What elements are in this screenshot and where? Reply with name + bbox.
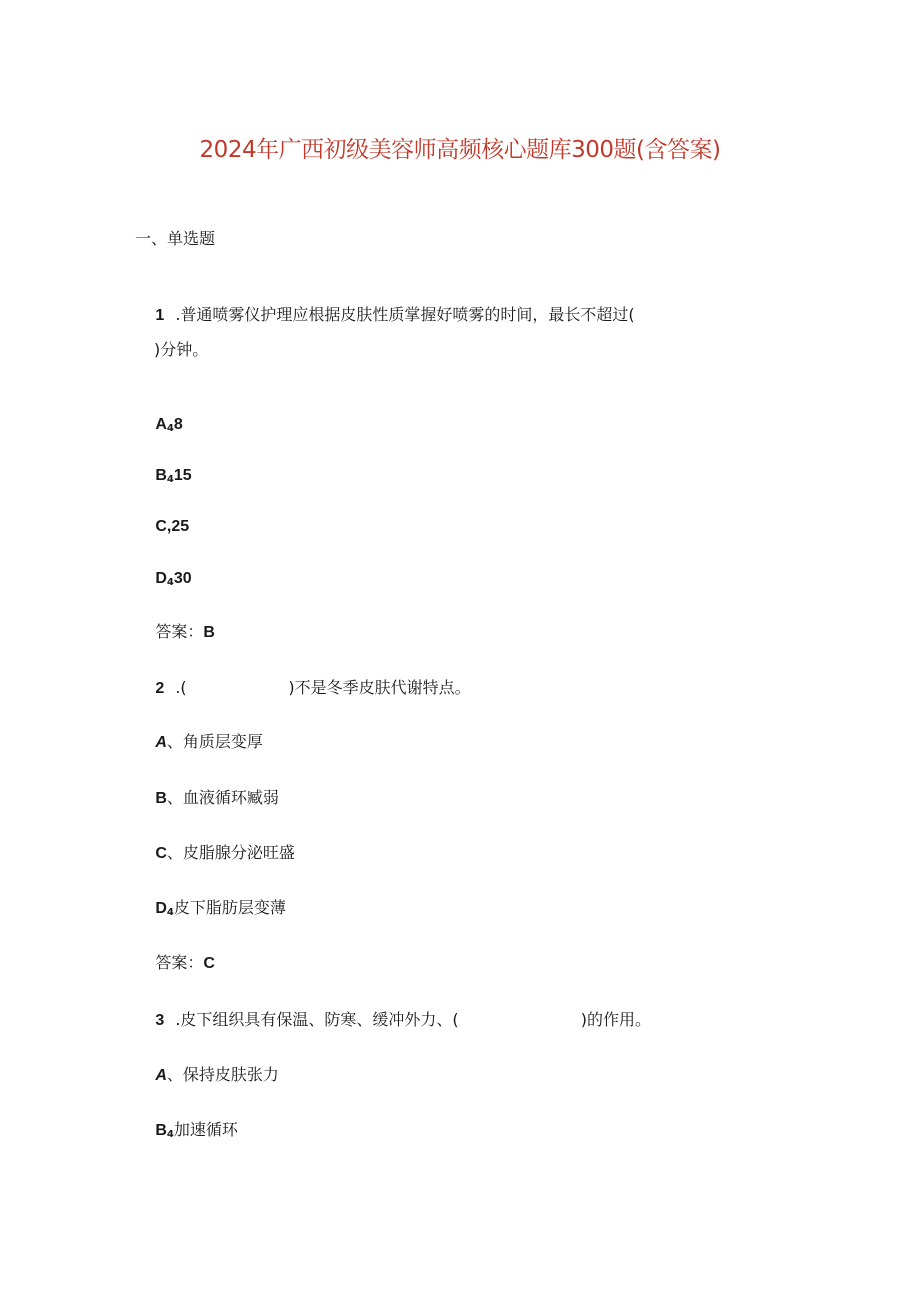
document-title: 2024年广西初级美容师高频核心题库300题(含答案) — [199, 137, 721, 163]
answer-value: C — [203, 955, 215, 972]
answer-1 — [135, 602, 215, 663]
question-1-line2: )分钟。 — [154, 340, 209, 359]
option-text: 加速循环 — [173, 1120, 238, 1139]
question-number: 3 — [155, 1012, 165, 1029]
option-separator: 4 — [166, 577, 174, 588]
question-number: 1 — [155, 307, 165, 324]
question-number: 2 — [155, 680, 165, 697]
option-letter: D — [155, 570, 167, 587]
question-2-line1 — [135, 658, 471, 719]
option-a — [135, 1045, 279, 1106]
option-separator: 、 — [166, 843, 183, 862]
option-letter: D — [155, 900, 167, 917]
option-text: 皮脂腺分泌旺盛 — [182, 843, 295, 862]
answer-label: 答案： — [155, 622, 204, 641]
question-1-line1 — [135, 285, 635, 346]
option-separator: , — [166, 518, 172, 535]
option-text: 血液循环臧弱 — [182, 788, 279, 807]
option-b — [135, 1100, 238, 1165]
section-heading: 一、单选题 — [135, 229, 216, 248]
option-b — [135, 768, 279, 829]
option-letter: C — [155, 518, 167, 535]
question-text: .皮下组织具有保温、防寒、缓冲外力、( )的作用。 — [175, 1010, 651, 1029]
option-text: 8 — [173, 416, 183, 433]
option-letter: A — [155, 416, 167, 433]
answer-2 — [135, 933, 215, 994]
question-text: .( )不是冬季皮肤代谢特点。 — [175, 678, 471, 697]
option-separator: 、 — [166, 1065, 183, 1084]
option-text: 皮下脂肪层变薄 — [173, 898, 286, 917]
option-separator: 4 — [166, 474, 174, 485]
question-text: .普通喷雾仪护理应根据皮肤性质掌握好喷雾的时间，最长不超过( — [175, 305, 635, 324]
option-letter: C — [155, 845, 167, 862]
option-separator: 、 — [166, 788, 183, 807]
option-text: 15 — [173, 467, 192, 484]
answer-value: B — [203, 624, 215, 641]
option-a — [135, 712, 263, 773]
option-text: 30 — [173, 570, 192, 587]
option-letter: B — [155, 790, 167, 807]
option-separator: 4 — [166, 1129, 174, 1140]
option-text: 25 — [171, 518, 190, 535]
option-letter: A — [155, 1067, 167, 1084]
option-text: 角质层变厚 — [182, 732, 263, 751]
option-c — [135, 823, 295, 884]
option-text: 保持皮肤张力 — [182, 1065, 279, 1084]
option-letter: A — [155, 734, 167, 751]
question-3-line1 — [135, 990, 651, 1051]
option-separator: 4 — [166, 907, 174, 918]
option-separator: 、 — [166, 732, 183, 751]
option-separator: 4 — [166, 423, 174, 434]
option-letter: B — [155, 467, 167, 484]
option-letter: B — [155, 1122, 167, 1139]
answer-label: 答案： — [155, 953, 204, 972]
